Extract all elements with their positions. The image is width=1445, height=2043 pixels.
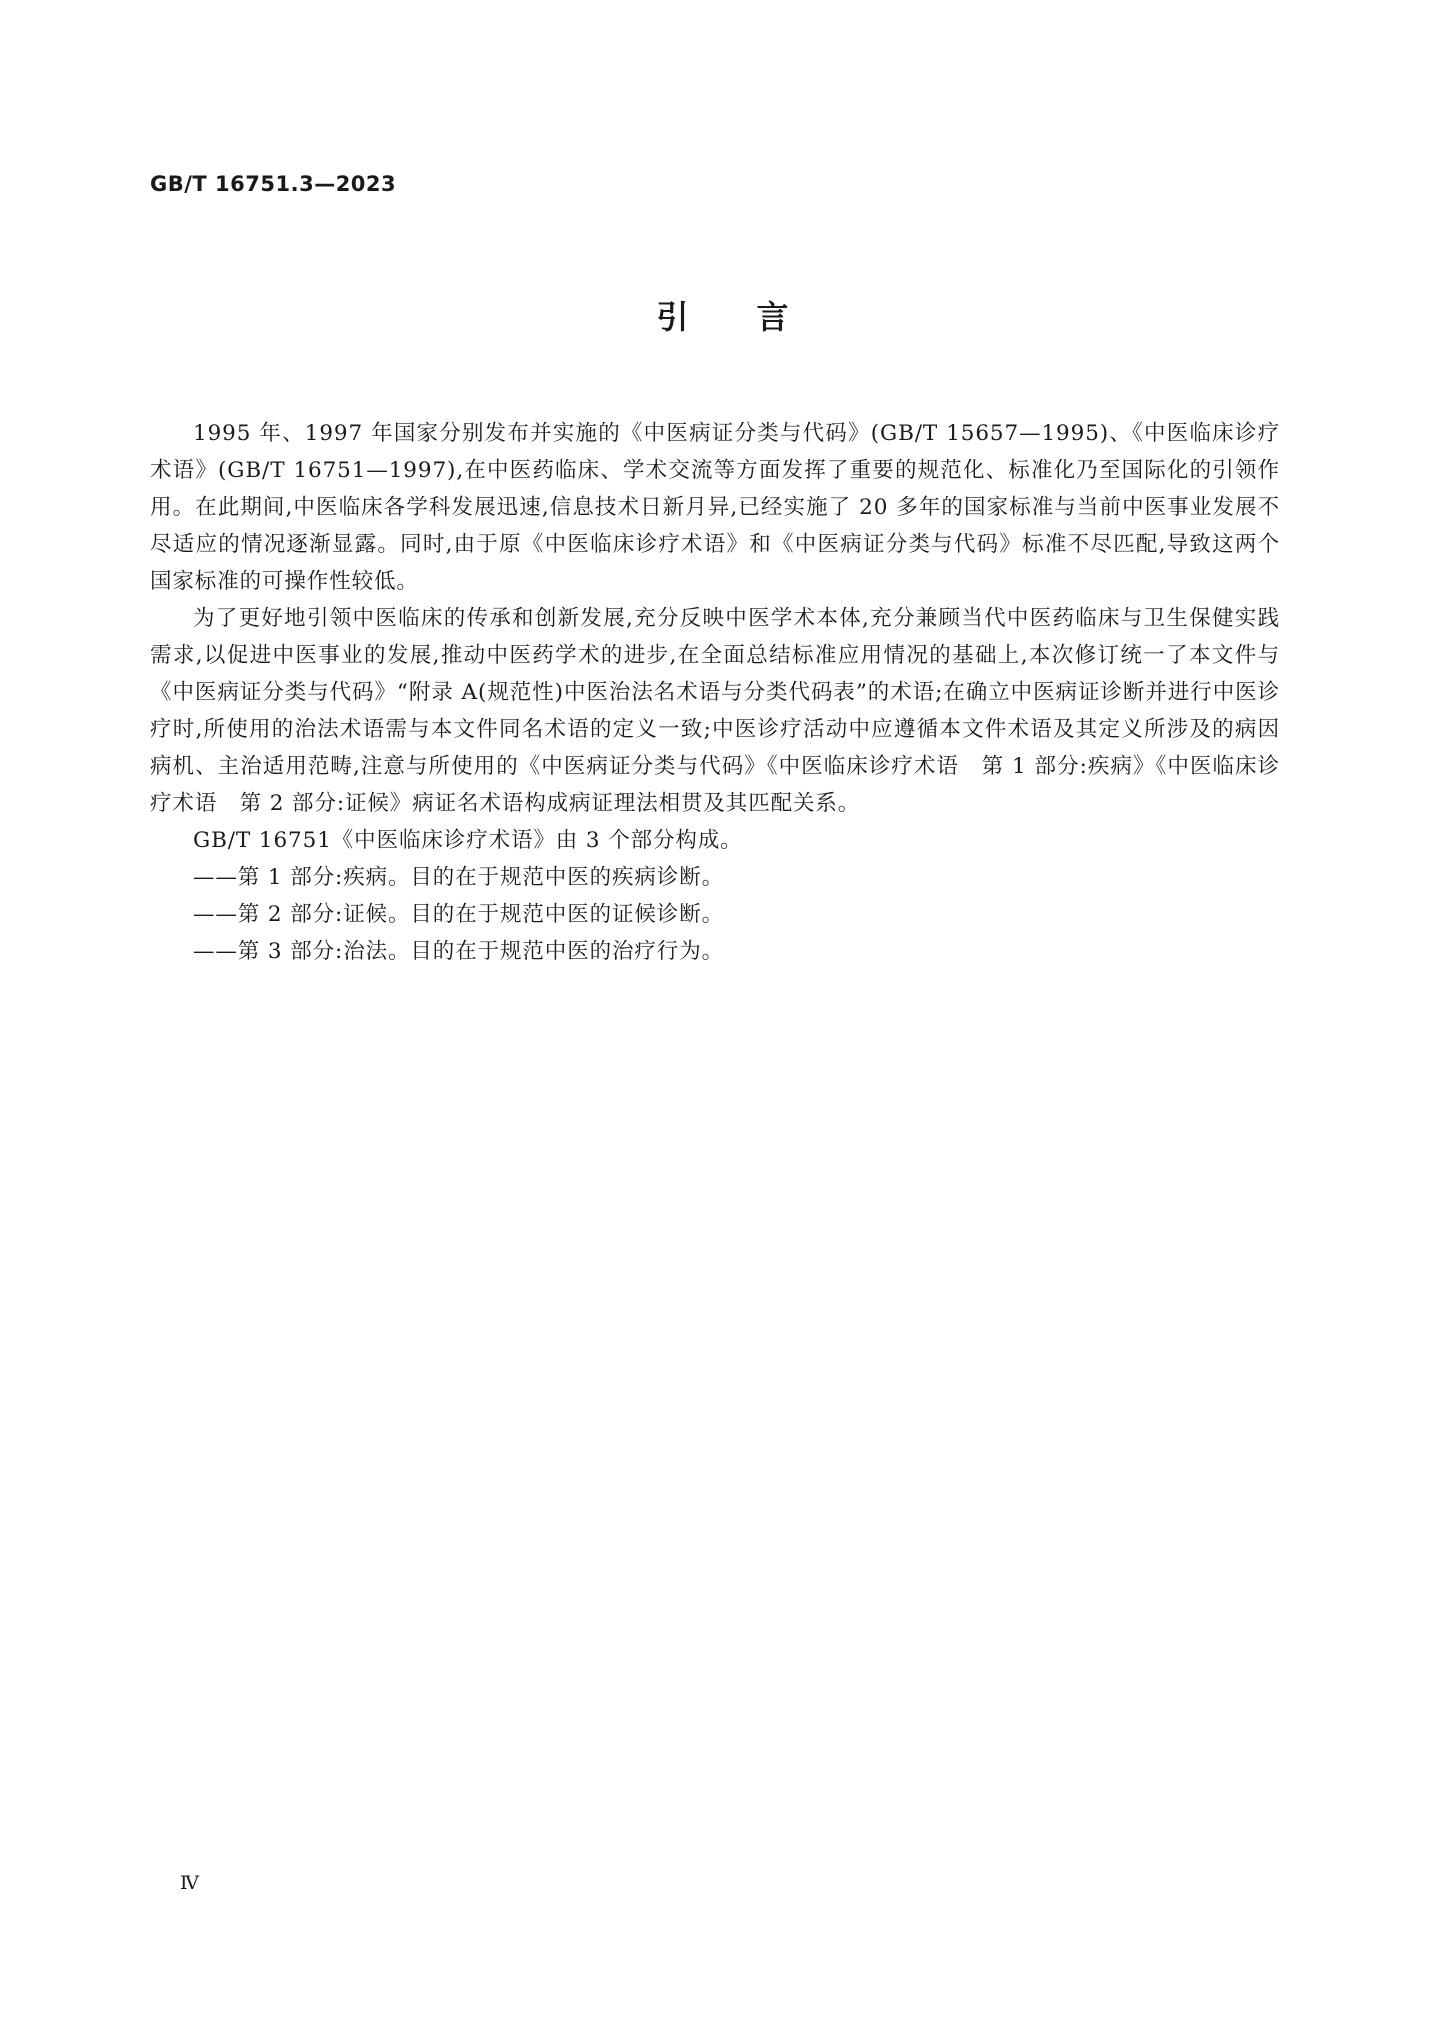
part-item-1: ——第 1 部分:疾病。目的在于规范中医的疾病诊断。 <box>193 865 724 890</box>
introduction-body <box>150 415 1280 970</box>
paragraph-3: GB/T 16751《中医临床诊疗术语》由 3 个部分构成。 <box>193 828 743 853</box>
title-char-2: 言 <box>756 298 789 336</box>
paragraph-2: 为了更好地引领中医临床的传承和创新发展,充分反映中医学术本体,充分兼顾当代中医药临床与卫生保健实践需求,以促进中医事业的发展,推动中医药学术的进步,在全面总结标准应用情况的基础上,本次修订统一了本文件与《中医病证分类与代码》“附录 A(规范性)中医治法名术语与分类代码表”的术语;在确立中医病证诊断并进行中医诊疗时,所使用的治法术语需与本文件同名术语的定义一致;中医诊疗活动中应遵循本文件术语及其定义所涉及的病因病机、主治适用范畴,注意与所使用的《中医病证分类与代码》《中医临床诊疗术语 第 1 部分:疾病》《中医临床诊疗术语 第 2 部分:证候》病证名术语构成病证理法相贯及其匹配关系。 <box>150 606 1280 816</box>
standard-number: GB/T 16751.3—2023 <box>150 172 397 196</box>
page-number: Ⅳ <box>180 1872 199 1894</box>
page-title <box>0 292 1445 338</box>
title-char-1: 引 <box>656 298 689 336</box>
part-item-2: ——第 2 部分:证候。目的在于规范中医的证候诊断。 <box>193 902 724 927</box>
part-item-3: ——第 3 部分:治法。目的在于规范中医的治疗行为。 <box>193 939 724 964</box>
paragraph-1: 1995 年、1997 年国家分别发布并实施的《中医病证分类与代码》(GB/T 15657—1995)、《中医临床诊疗术语》(GB/T 16751—1997),在中医药临床、学术交流等方面发挥了重要的规范化、标准化乃至国际化的引领作用。在此期间,中医临床各学科发展迅速,信息技术日新月异,已经实施了 20 多年的国家标准与当前中医事业发展不尽适应的情况逐渐显露。同时,由于原《中医临床诊疗术语》和《中医病证分类与代码》标准不尽匹配,导致这两个国家标准的可操作性较低。 <box>150 421 1280 594</box>
